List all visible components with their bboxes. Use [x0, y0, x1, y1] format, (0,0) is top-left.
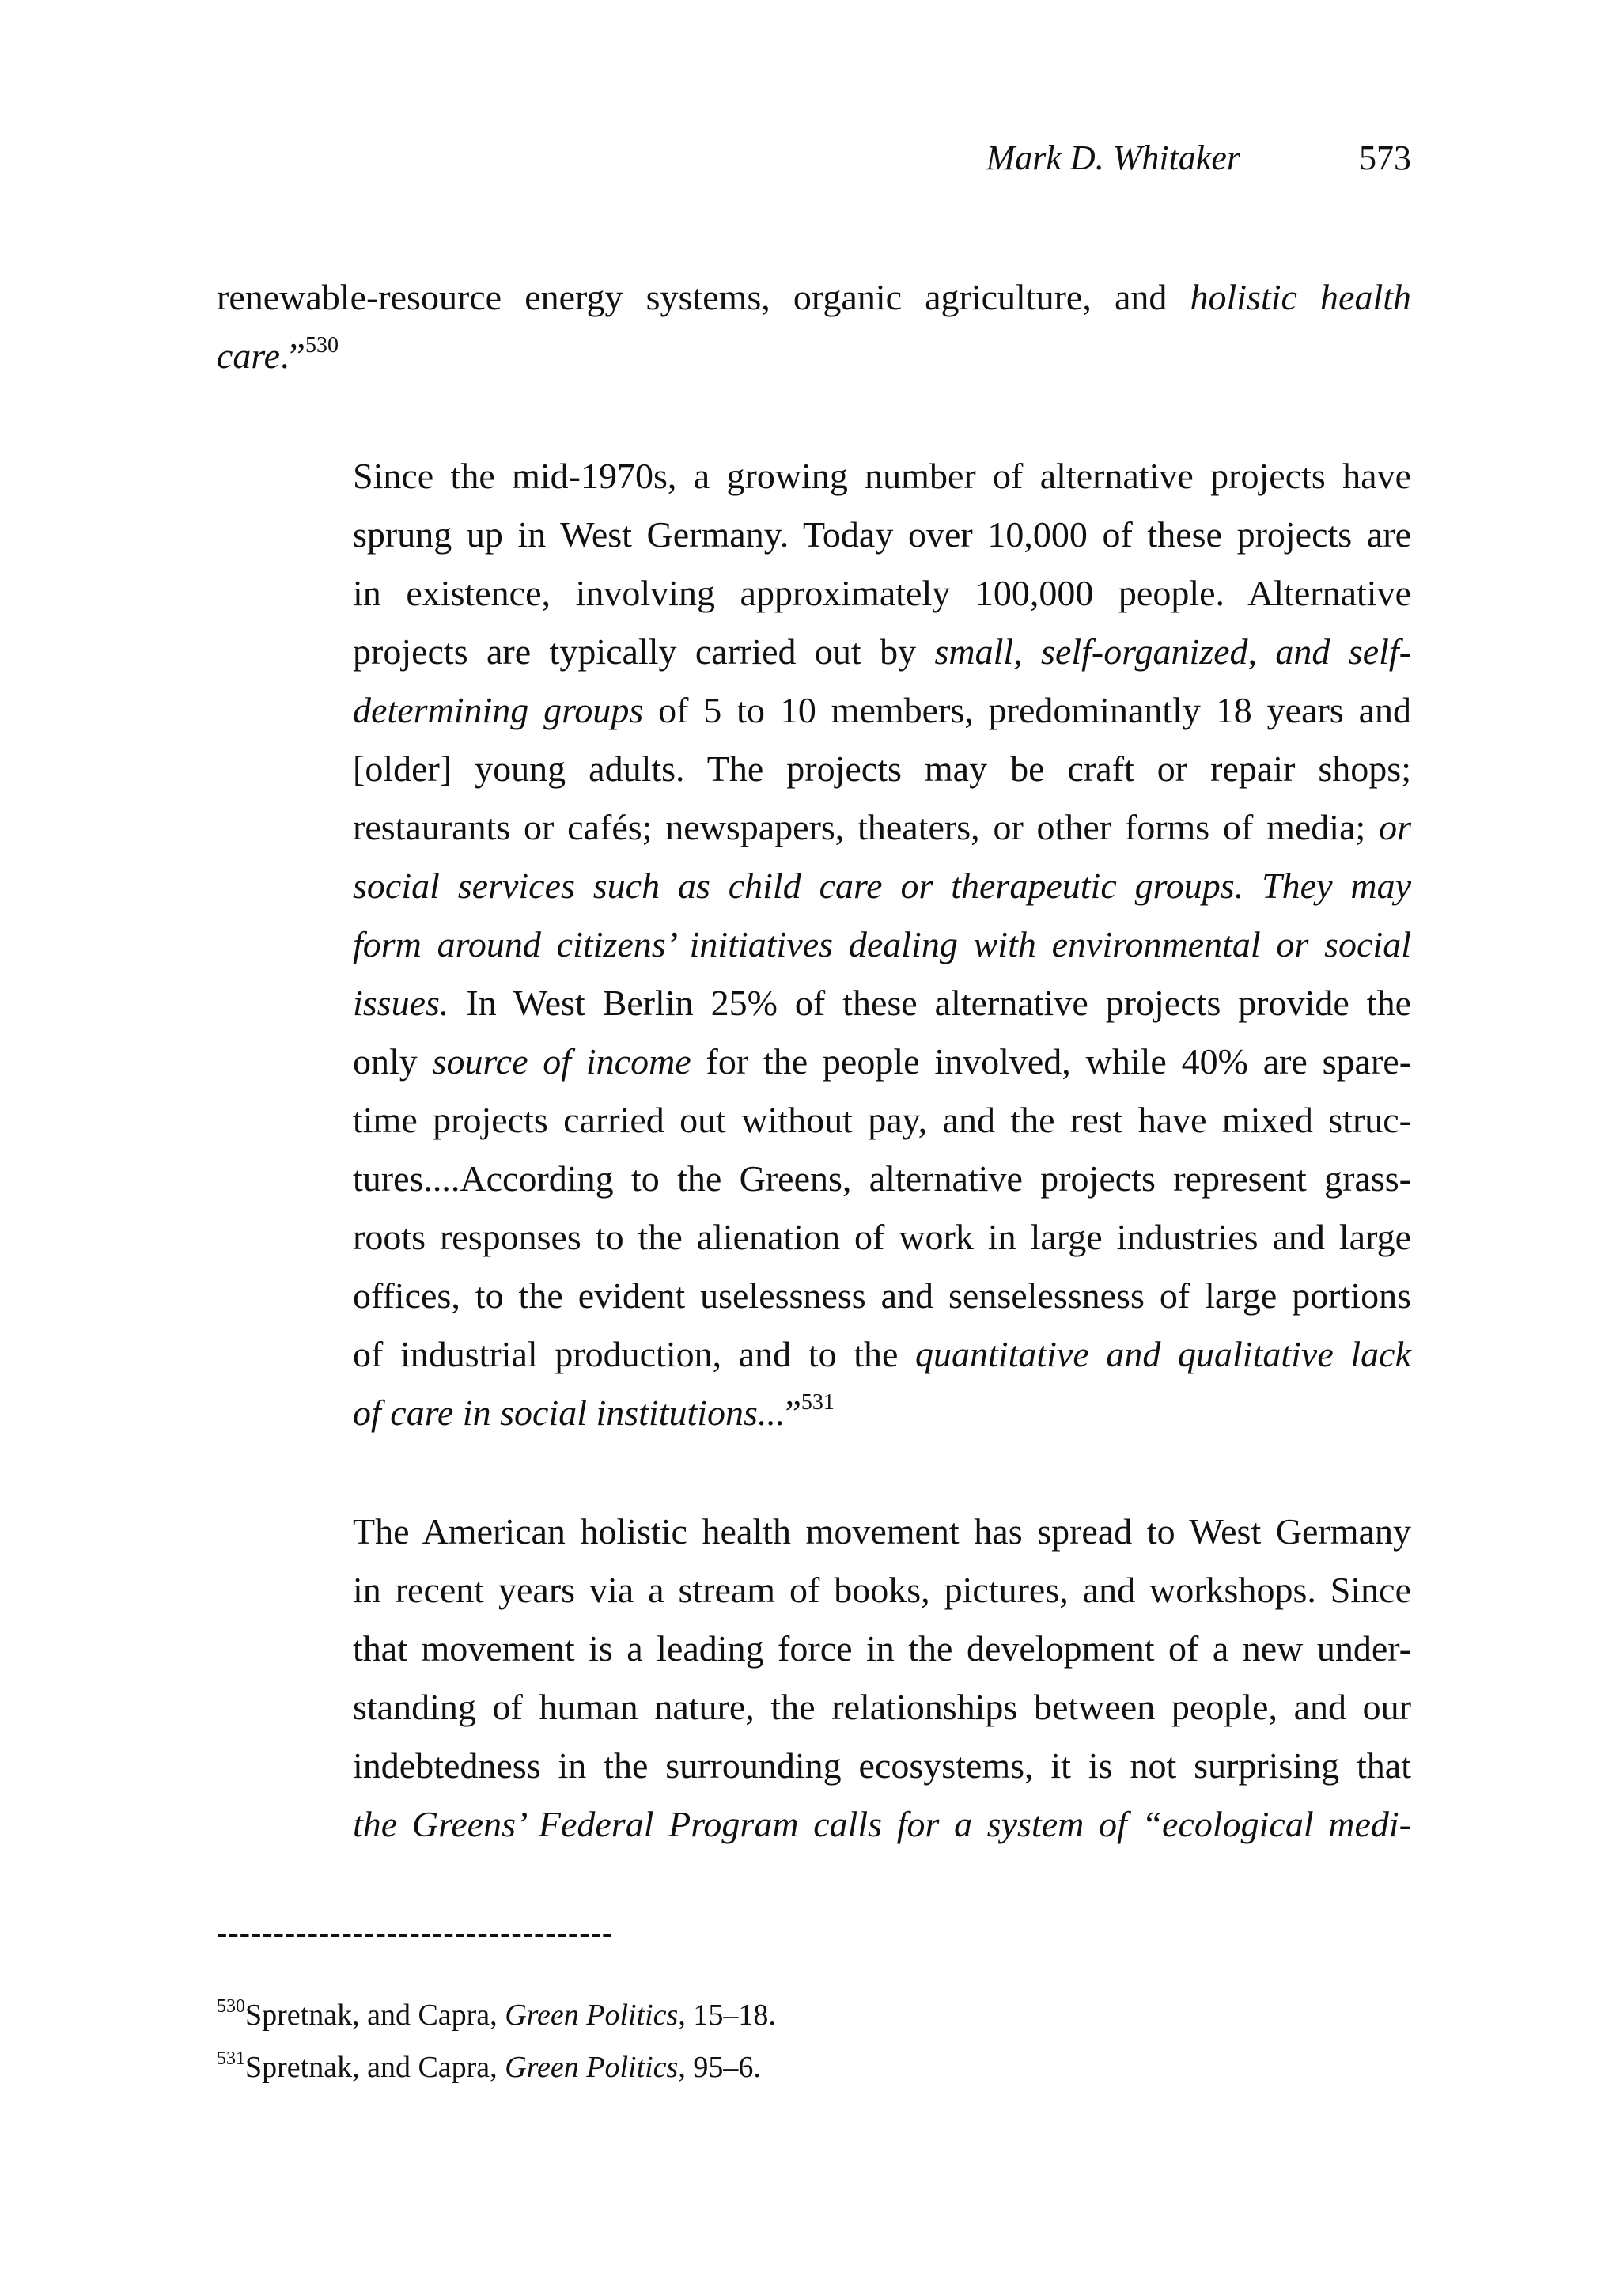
italic-run: quantitative and qualitative lack: [915, 1334, 1411, 1374]
italic-run: source of income: [432, 1041, 691, 1082]
italic-run: the Greens’ Federal Program calls for a system of “ecological medi-: [353, 1804, 1411, 1844]
quote-line: [353, 1389, 1411, 1437]
body-line: [217, 332, 339, 380]
text-run: in recent years via a stream of books, pictures, and workshops. Since: [353, 1570, 1411, 1610]
text-run: Spretnak, and Capra,: [245, 1999, 505, 2032]
footnote-ref: 531: [801, 1390, 835, 1415]
text-run: time projects carried out without pay, and the rest have mixed struc-: [353, 1100, 1411, 1140]
text-run: in existence, involving approximately 100,000 people. Alternative: [353, 573, 1411, 613]
text-run: only: [353, 1041, 433, 1082]
text-run: projects are typically carried out by: [353, 631, 935, 672]
text-run: [older] young adults. The projects may be craft or repair shops;: [353, 748, 1411, 789]
quote-line: [353, 1155, 1411, 1203]
footnote-ref: 530: [305, 333, 339, 358]
text-run: of industrial production, and to the: [353, 1334, 916, 1374]
quote-line: [353, 511, 1411, 559]
quote-line: [353, 687, 1411, 734]
text-run: of 5 to 10 members, predominantly 18 years and: [643, 690, 1411, 730]
italic-run: care: [217, 335, 281, 376]
quote-line: [353, 1214, 1411, 1261]
text-run: ”: [785, 1392, 801, 1433]
text-run: Since the mid-1970s, a growing number of alternative projects have: [353, 456, 1411, 496]
italic-run: form around citizens’ initiatives dealing with environmental or social: [353, 924, 1411, 964]
quote-line: [353, 1684, 1411, 1731]
running-head: [986, 135, 1411, 182]
page-number: 573: [1359, 138, 1411, 177]
italic-run: issues.: [353, 983, 449, 1023]
quote-line: [353, 1567, 1411, 1614]
italic-run: social services such as child care or therapeutic groups. They may: [353, 866, 1411, 906]
footnote-number: 530: [217, 1996, 245, 2017]
italic-run: holistic health: [1190, 277, 1412, 317]
italic-run: or: [1379, 807, 1411, 847]
text-run: sprung up in West Germany. Today over 10,000 of these projects are: [353, 514, 1411, 555]
italic-run: Green Politics: [505, 2051, 679, 2084]
footnote-separator: -----------------------------------: [217, 1915, 614, 1950]
italic-run: of care in social institutions...: [353, 1392, 785, 1433]
quote-line: [353, 804, 1411, 851]
text-run: roots responses to the alienation of work in large industries and large: [353, 1217, 1411, 1257]
text-run: restaurants or cafés; newspapers, theaters, or other forms of media;: [353, 807, 1380, 847]
quote-line: [353, 1331, 1411, 1378]
text-run: Spretnak, and Capra,: [245, 2051, 505, 2084]
italic-run: Green Politics: [505, 1999, 679, 2032]
text-run: offices, to the evident uselessness and senselessness of large portions: [353, 1275, 1411, 1316]
text-run: standing of human nature, the relationships between people, and our: [353, 1687, 1411, 1727]
italic-run: determining groups: [353, 690, 644, 730]
quote-line: [353, 570, 1411, 617]
quote-line: [353, 1038, 1411, 1085]
quote-line: [353, 453, 1411, 500]
text-run: tures....According to the Greens, alternative projects represent grass-: [353, 1158, 1411, 1199]
body-line: [217, 274, 1411, 321]
quote-line: [353, 1272, 1411, 1320]
quote-line: [353, 1508, 1411, 1555]
footnote: [217, 1995, 776, 2035]
running-head-author: Mark D. Whitaker: [986, 138, 1240, 177]
text-run: renewable-resource energy systems, organic agriculture, and: [217, 277, 1190, 317]
text-run: The American holistic health movement has spread to West Germany: [353, 1511, 1411, 1552]
footnote-number: 531: [217, 2048, 245, 2069]
quote-line: [353, 1625, 1411, 1673]
footnote: [217, 2048, 761, 2087]
italic-run: small, self-organized, and self-: [934, 631, 1412, 672]
quote-line: [353, 921, 1411, 968]
text-run: , 15–18.: [678, 1999, 776, 2032]
text-run: .”: [280, 335, 305, 376]
text-run: In West Berlin 25% of these alternative projects provide the: [449, 983, 1411, 1023]
quote-line: [353, 628, 1411, 676]
quote-line: [353, 1742, 1411, 1790]
quote-line: [353, 1801, 1411, 1848]
text-run: indebtedness in the surrounding ecosystems, it is not surprising that: [353, 1745, 1411, 1786]
quote-line: [353, 862, 1411, 910]
text-run: that movement is a leading force in the development of a new under-: [353, 1628, 1411, 1669]
quote-line: [353, 979, 1411, 1027]
text-run: , 95–6.: [678, 2051, 761, 2084]
quote-line: [353, 1097, 1411, 1144]
quote-line: [353, 745, 1411, 793]
text-run: for the people involved, while 40% are spare-: [691, 1041, 1412, 1082]
